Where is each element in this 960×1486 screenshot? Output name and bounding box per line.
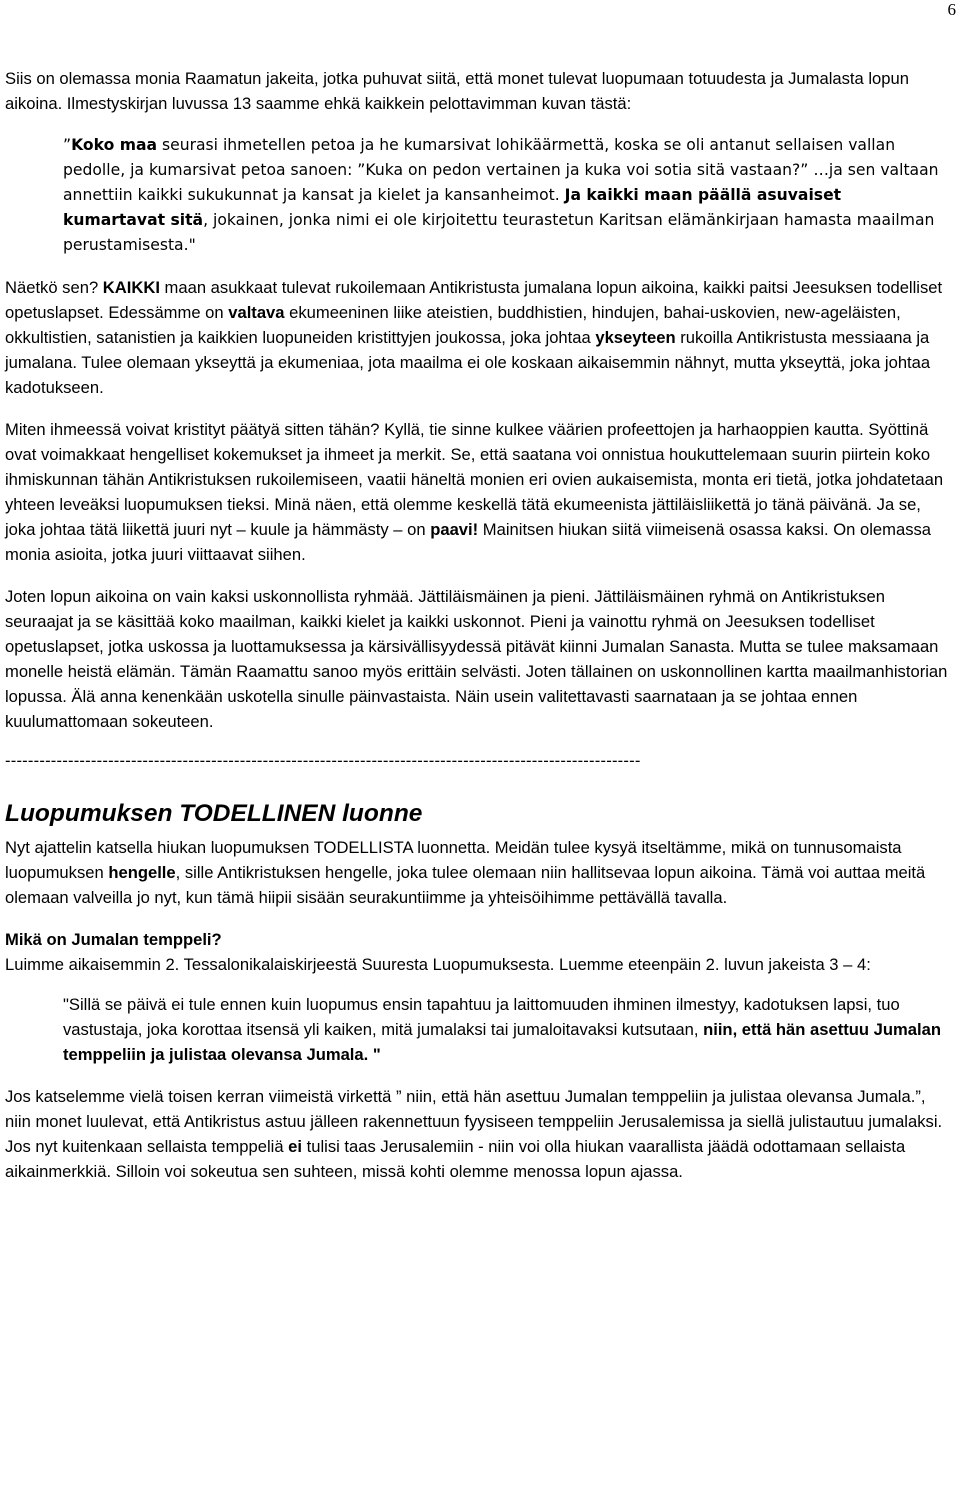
- quote-thessalonians: [63, 992, 943, 1067]
- emphasis-text: ykseyteen: [595, 328, 676, 347]
- paragraph-intro: Siis on olemassa monia Raamatun jakeita, jotka puhuvat siitä, että monet tulevat luopumaan totuudesta ja Jumalasta lopun aikoina. Ilmestyskirjan luvussa 13 saamme ehkä kaikkein pelottavimman kuvan tästä:: [5, 69, 909, 113]
- emphasis-text: hengelle: [108, 863, 176, 882]
- section-divider: ---------------------------------------------------------------------------------------------------------------: [5, 751, 641, 770]
- paragraph-true-nature: [5, 835, 955, 910]
- quote-text: "Sillä se päivä ei tule ennen kuin luopumus ensin tapahtuu ja laittomuuden ihminen ilmestyy, kadotuksen lapsi, tuo vastustaja, joka korottaa itsensä yli kaiken, mitä jumalaksi tai jumaloitavaksi kutsutaan,: [63, 995, 900, 1039]
- paragraph-text: maan asukkaat tulevat rukoilemaan Antikristusta jumalana lopun aikoina, kaikki paitsi Jeesuksen todelliset opetuslapset. Edessämme on: [5, 278, 943, 322]
- page-number: 6: [947, 0, 956, 19]
- quote-revelation-13: [63, 133, 943, 258]
- section-title: Luopumuksen TODELLINEN luonne: [5, 800, 423, 827]
- quote-text: seurasi ihmetellen petoa ja he kumarsivat lohikäärmettä, koska se oli antanut sellaisen vallan pedolle, ja kumarsivat petoa sanoen: ”Kuka on pedon vertainen ja kuka voi sotia sitä vastaan?” …ja sen valtaan annettiin kaikki sukukunnat ja kansat ja kielet ja kansanheimot.: [63, 136, 939, 204]
- paragraph-temple: [5, 1084, 955, 1184]
- quote-text: , jokainen, jonka nimi ei ole kirjoitettu teurastetun Karitsan elämänkirjaan hamasta maailman perustamisesta.": [63, 211, 935, 254]
- quote-emphasis: Koko maa: [71, 136, 158, 154]
- paragraph-text: Nyt ajattelin katsella hiukan luopumuksen TODELLISTA luonnetta. Meidän tulee kysyä itseltämme, mikä on tunnusomaista luopumuksen: [5, 838, 902, 882]
- paragraph-text: Näetkö sen?: [5, 278, 103, 297]
- paragraph-ecumenical: [5, 275, 955, 400]
- emphasis-text: KAIKKI: [102, 278, 160, 297]
- paragraph-text: ekumeeninen liike ateistien, buddhistien, hindujen, bahai-uskovien, new-ageläisten, okkultistien, satanistien ja kaikkien luopuneiden kristittyjen joukossa, joka johtaa: [5, 303, 901, 347]
- paragraph-text: , sille Antikristuksen hengelle, joka tulee olemaan niin hallitsevaa lopun aikoina. Tämä voi auttaa meitä olemaan valveilla jo nyt, kun tämä hiipii sisään seurakuntiimme ja yhteisöihimme pettävällä tavalla.: [5, 863, 926, 907]
- quote-emphasis: Ja kaikki maan päällä asuvaiset kumartavat sitä: [63, 186, 842, 229]
- emphasis-text: valtava: [228, 303, 285, 322]
- quote-text: ”: [63, 136, 72, 154]
- emphasis-text: paavi!: [430, 520, 479, 539]
- quote-emphasis: niin, että hän asettuu Jumalan temppeliin ja julistaa olevansa Jumala. ": [63, 1020, 941, 1064]
- paragraph-text: Miten ihmeessä voivat kristityt päätyä sitten tähän? Kyllä, tie sinne kulkee väärien profeettojen ja harhaoppien kautta. Syöttinä ovat voimakkaat hengelliset kokemukset ja ihmeet ja merkit. Se, että saatana voi onnistua houkuttelemaan suurin piirtein koko ihmiskunnan tähän Antikristuksen rukoilemiseen, vaatii häneltä monien eri ovien aukaisemista, monta eri tietä, jotka johdatetaan yhteen leveäksi luopumuksen tieksi. Minä näen, että olemme keskellä tätä ekumeenista jättiläisliikettä jo tänä päivänä. Ja se, joka johtaa tätä liikettä juuri nyt – kuule ja hämmästy – on: [5, 420, 944, 539]
- paragraph-text: tulisi taas Jerusalemiin - niin voi olla hiukan vaarallista jäädä odottamaan sellaista aikainmerkkiä. Silloin voi sokeutua sen suhteen, missä kohti olemme menossa lopun ajassa.: [5, 1137, 906, 1181]
- subheading-temple: Mikä on Jumalan temppeli?: [5, 930, 222, 949]
- emphasis-text: ei: [288, 1137, 303, 1156]
- paragraph-thessalonians: Luimme aikaisemmin 2. Tessalonikalaiskirjeestä Suuresta Luopumuksesta. Luemme eteenpäin 2. luvun jakeista 3 – 4:: [5, 955, 871, 974]
- paragraph-false-prophets: [5, 417, 955, 567]
- document-body: [5, 66, 955, 1201]
- paragraph-text: Jos katselemme vielä toisen kerran viimeistä virkettä ” niin, että hän asettuu Jumalan temppeliin ja julistaa olevansa Jumala.”, niin monet luulevat, että Antikristus astuu jälleen rakennettuun fyysiseen temppeliin Jerusalemissa ja siellä julistautuu jumalaksi. Jos nyt kuitenkaan sellaista temppeliä: [5, 1087, 943, 1156]
- paragraph-two-groups: Joten lopun aikoina on vain kaksi uskonnollista ryhmää. Jättiläismäinen ja pieni. Jättiläismäinen ryhmä on Antikristuksen seuraajat ja se käsittää koko maailman, kaikki kielet ja kaikki uskonnot. Pieni ja vainottu ryhmä on Jeesuksen todelliset opetuslapset, jotka uskossa ja luottamuksessa ja kärsivällisyydessä pitävät kiinni Jumalan Sanasta. Mutta se tulee maksamaan monelle heistä elämän. Tämän Raamattu sanoo myös erittäin selvästi. Joten tällainen on uskonnollinen kartta maailmanhistorian lopussa. Älä anna kenenkään uskotella sinulle päinvastaista. Näin usein valitettavasti saarnataan ja se johtaa ennen kuulumattomaan sokeuteen.: [5, 587, 948, 731]
- paragraph-text: Mainitsen hiukan siitä viimeisenä osassa kaksi. On olemassa monia asioita, jotka juuri viittaavat siihen.: [5, 520, 932, 564]
- paragraph-text: rukoilla Antikristusta messiaana ja jumalana. Tulee olemaan ykseyttä ja ekumeniaa, jota maailma ei ole koskaan aikaisemmin nähnyt, mutta ykseyttä, joka johtaa kadotukseen.: [5, 328, 931, 397]
